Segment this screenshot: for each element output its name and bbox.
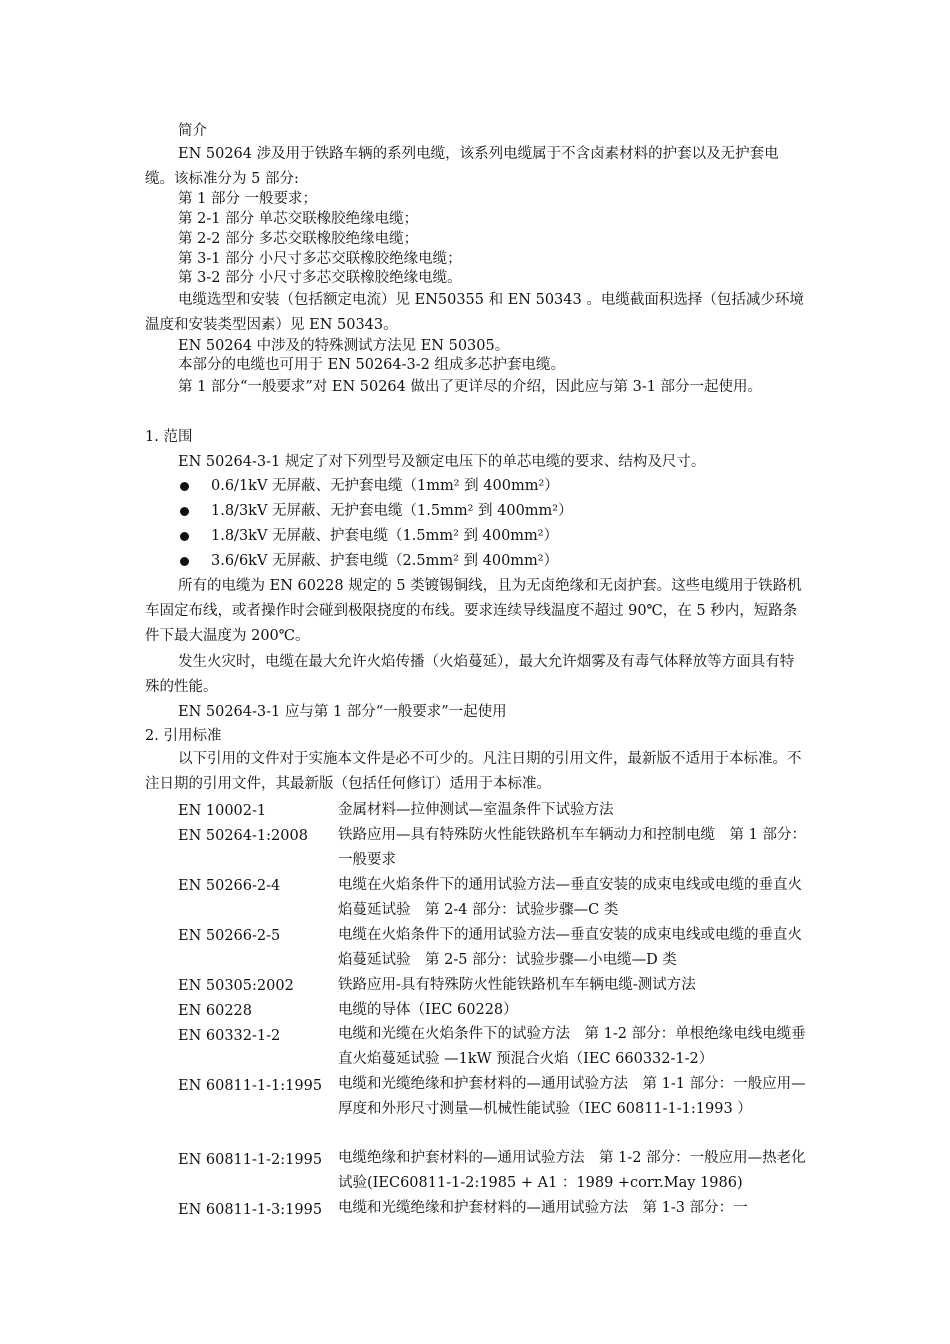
section-1-paragraph-2: 所有的电缆为 EN 60228 规定的 5 类镀锡铜线，且为无卤绝缘和无卤护套。这些电缆用于铁路机车固定布线，或者操作时会碰到极限挠度的布线。要求连续导线温度不超过 90℃，在 5 秒内，短路条件下最大温度为 200℃。 [145, 578, 802, 644]
part-item: 第 3-1 部分 小尺寸多芯交联橡胶绝缘电缆； [178, 251, 462, 267]
reference-title: 铁路应用—具有特殊防火性能铁路机车车辆动力和控制电缆 第 1 部分： 一般要求 [338, 827, 806, 868]
part-item: 第 2-2 部分 多芯交联橡胶绝缘电缆； [178, 231, 419, 247]
section-1-paragraph-3: 发生火灾时，电缆在最大允许火焰传播（火焰蔓延），最大允许烟雾及有毒气体释放等方面具有特殊的性能。 [145, 654, 795, 695]
reference-id: EN 60811-1-3:1995 [178, 1202, 323, 1218]
reference-title: 电缆在火焰条件下的通用试验方法—垂直安装的成束电线或电缆的垂直火焰蔓延试验 第 2-4 部分：试验步骤—C 类 [338, 877, 802, 918]
reference-title: 金属材料—拉伸测试—室温条件下试验方法 [338, 802, 614, 818]
reference-title: 电缆的导体（IEC 60228） [338, 1002, 518, 1018]
reference-title: 电缆在火焰条件下的通用试验方法—垂直安装的成束电线或电缆的垂直火焰蔓延试验 第 2-5 部分：试验步骤—小电缆—D 类 [338, 927, 802, 968]
bullet-item: 1.8/3kV 无屏蔽、无护套电缆（1.5mm² 到 400mm²） [211, 503, 573, 519]
intro-paragraph-2: 电缆选型和安装（包括额定电流）见 EN50355 和 EN 50343 。电缆截面积选择（包括减少环境温度和安装类型因素）见 EN 50343。 [145, 292, 804, 333]
part-item: 第 3-2 部分 小尺寸多芯交联橡胶绝缘电缆。 [178, 270, 462, 286]
reference-title: 电缆和光缆在火焰条件下的试验方法 第 1-2 部分：单根绝缘电线电缆垂直火焰蔓延试验 —1kW 预混合火焰（IEC 660332-1-2） [338, 1026, 806, 1067]
section-1-heading: 1. 范围 [145, 429, 193, 445]
bullet-dot [180, 532, 189, 541]
reference-id: EN 60811-1-2:1995 [178, 1152, 323, 1168]
reference-title: 电缆和光缆绝缘和护套材料的—通用试验方法 第 1-1 部分：一般应用—厚度和外形尺寸测量—机械性能试验（IEC 60811-1-1:1993 ） [338, 1076, 806, 1117]
reference-id: EN 50264-1:2008 [178, 828, 308, 844]
bullet-item: 3.6/6kV 无屏蔽、护套电缆（2.5mm² 到 400mm²） [211, 553, 559, 569]
bullet-item: 0.6/1kV 无屏蔽、无护套电缆（1mm² 到 400mm²） [211, 478, 559, 494]
intro-heading: 简介 [178, 123, 207, 139]
section-1-paragraph-1: EN 50264-3-1 规定了对下列型号及额定电压下的单芯电缆的要求、结构及尺寸。 [178, 454, 706, 470]
reference-id: EN 50266-2-5 [178, 928, 281, 944]
reference-title: 铁路应用-具有特殊防火性能铁路机车车辆电缆-测试方法 [338, 977, 696, 993]
section-2-heading: 2. 引用标准 [145, 728, 222, 744]
reference-id: EN 10002-1 [178, 803, 267, 819]
intro-paragraph-3: EN 50264 中涉及的特殊测试方法见 EN 50305。 [178, 338, 510, 354]
reference-id: EN 60332-1-2 [178, 1028, 281, 1044]
intro-paragraph-4: 本部分的电缆也可用于 EN 50264-3-2 组成多芯护套电缆。 [178, 357, 565, 373]
reference-id: EN 50266-2-4 [178, 878, 281, 894]
section-2-paragraph-1: 以下引用的文件对于实施本文件是必不可少的。凡注日期的引用文件，最新版不适用于本标准。不注日期的引用文件，其最新版（包括任何修订）适用于本标准。 [145, 751, 802, 792]
reference-id: EN 60228 [178, 1003, 253, 1019]
intro-paragraph-5: 第 1 部分“一般要求”对 EN 50264 做出了更详尽的介绍，因此应与第 3-1 部分一起使用。 [178, 379, 763, 395]
intro-paragraph-1: EN 50264 涉及用于铁路车辆的系列电缆，该系列电缆属于不含卤素材料的护套以及无护套电缆。该标准分为 5 部分: [145, 146, 779, 187]
bullet-dot [180, 557, 189, 566]
reference-id: EN 60811-1-1:1995 [178, 1078, 323, 1094]
part-item: 第 1 部分 一般要求； [178, 191, 318, 207]
reference-title: 电缆和光缆绝缘和护套材料的—通用试验方法 第 1-3 部分：一 [338, 1200, 748, 1216]
reference-id: EN 50305:2002 [178, 978, 294, 994]
bullet-dot [180, 507, 189, 516]
part-item: 第 2-1 部分 单芯交联橡胶绝缘电缆； [178, 211, 419, 227]
section-1-paragraph-4: EN 50264-3-1 应与第 1 部分“一般要求”一起使用 [178, 704, 507, 720]
bullet-dot [180, 482, 189, 491]
reference-title: 电缆绝缘和护套材料的—通用试验方法 第 1-2 部分：一般应用—热老化试验(IEC60811-1-2:1985 + A1 ：1989 +corr.May 1986) [338, 1150, 806, 1191]
bullet-item: 1.8/3kV 无屏蔽、护套电缆（1.5mm² 到 400mm²） [211, 528, 559, 544]
